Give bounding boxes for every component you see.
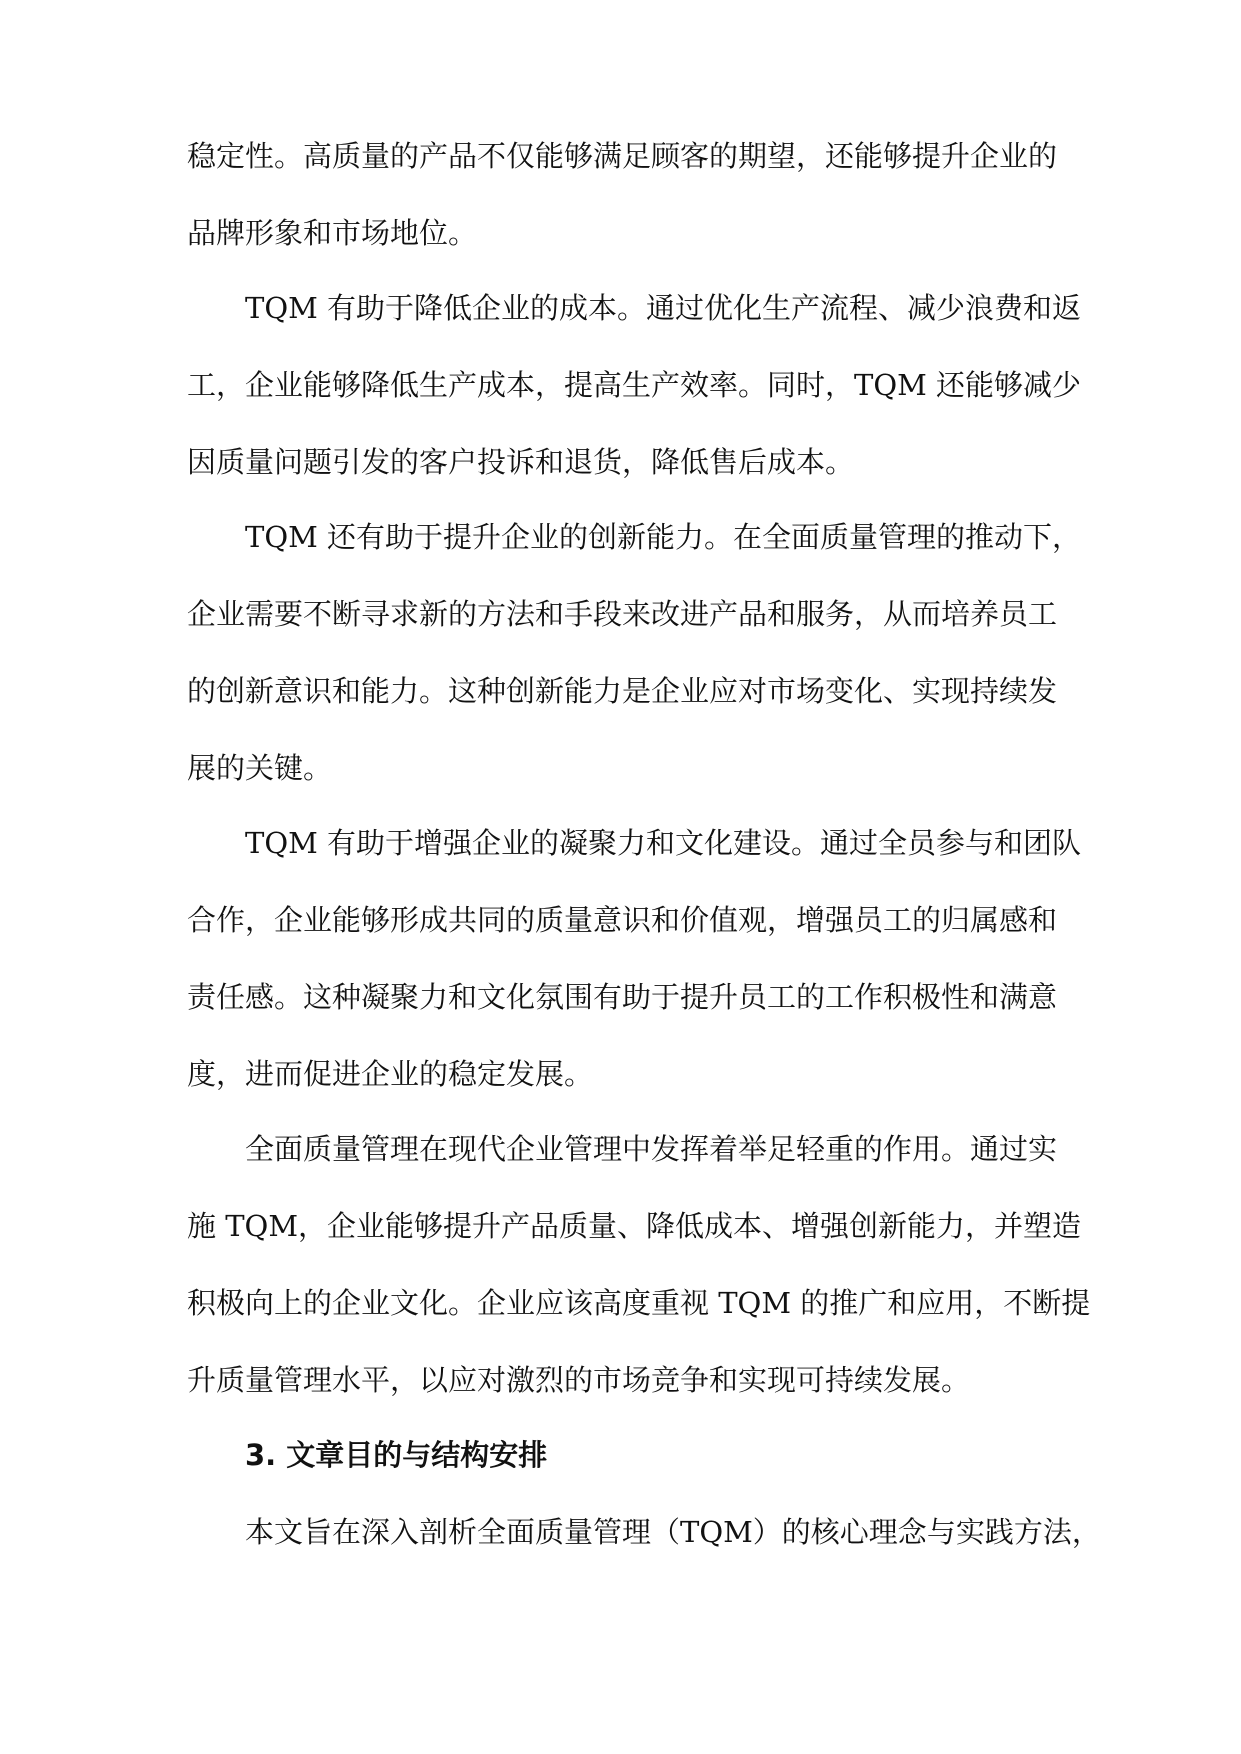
paragraph-line: 升质量管理水平，以应对激烈的市场竞争和实现可持续发展。 bbox=[187, 1363, 971, 1397]
paragraph-line: 工，企业能够降低生产成本，提高生产效率。同时，TQM 还能够减少 bbox=[187, 368, 1082, 402]
paragraph-line: 品牌形象和市场地位。 bbox=[187, 216, 478, 250]
paragraph-line: 全面质量管理在现代企业管理中发挥着举足轻重的作用。通过实 bbox=[245, 1132, 1058, 1166]
paragraph-line: TQM 有助于降低企业的成本。通过优化生产流程、减少浪费和返 bbox=[245, 291, 1082, 325]
paragraph-line: 施 TQM，企业能够提升产品质量、降低成本、增强创新能力，并塑造 bbox=[187, 1209, 1082, 1243]
paragraph-line: 因质量问题引发的客户投诉和退货，降低售后成本。 bbox=[187, 445, 855, 479]
paragraph-line: 的创新意识和能力。这种创新能力是企业应对市场变化、实现持续发 bbox=[187, 674, 1058, 708]
paragraph-line: TQM 有助于增强企业的凝聚力和文化建设。通过全员参与和团队 bbox=[245, 826, 1082, 860]
paragraph-line: 积极向上的企业文化。企业应该高度重视 TQM 的推广和应用，不断提 bbox=[187, 1286, 1091, 1320]
document-body bbox=[187, 139, 1101, 1549]
paragraph-line: TQM 还有助于提升企业的创新能力。在全面质量管理的推动下， bbox=[245, 520, 1082, 554]
section-heading: 3. 文章目的与结构安排 bbox=[245, 1438, 548, 1472]
paragraph-line: 责任感。这种凝聚力和文化氛围有助于提升员工的工作积极性和满意 bbox=[187, 980, 1058, 1014]
paragraph-line: 度，进而促进企业的稳定发展。 bbox=[187, 1057, 594, 1091]
paragraph-line: 本文旨在深入剖析全面质量管理（TQM）的核心理念与实践方法， bbox=[245, 1515, 1101, 1549]
paragraph-line: 企业需要不断寻求新的方法和手段来改进产品和服务，从而培养员工 bbox=[187, 597, 1058, 631]
paragraph-line: 合作，企业能够形成共同的质量意识和价值观，增强员工的归属感和 bbox=[187, 903, 1058, 937]
paragraph-line: 展的关键。 bbox=[187, 751, 333, 785]
paragraph-line: 稳定性。高质量的产品不仅能够满足顾客的期望，还能够提升企业的 bbox=[187, 139, 1058, 173]
